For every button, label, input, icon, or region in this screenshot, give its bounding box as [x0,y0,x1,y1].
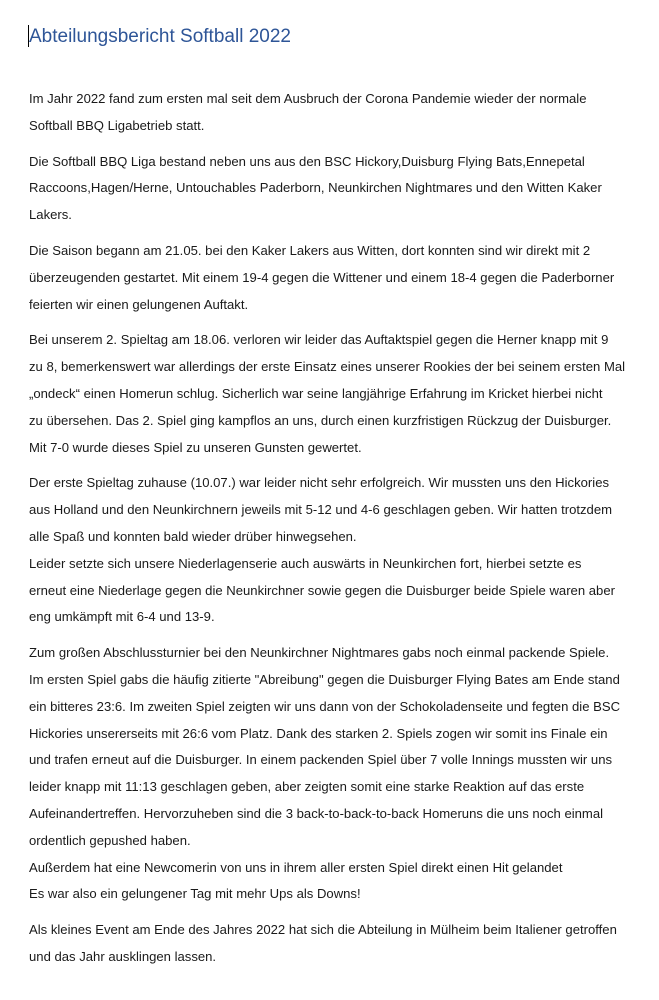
text-line: erneut eine Niederlage gegen die Neunkirchner sowie gegen die Duisburger beide Spiele waren aber [29,582,615,598]
text-line: eng umkämpft mit 6-4 und 13-9. [29,609,215,625]
text-line: aus Holland und den Neunkirchnern jeweils mit 5-12 und 4-6 geschlagen geben. Wir hatten trotzdem [29,502,613,518]
paragraph [29,470,641,631]
text-line: Im Jahr 2022 fand zum ersten mal seit dem Ausbruch der Corona Pandemie wieder der normale [29,91,587,106]
text-line: Außerdem hat eine Newcomerin von uns in ihrem aller ersten Spiel direkt einen Hit gelandet [29,859,563,875]
text-line: Es war also ein gelungener Tag mit mehr Ups als Downs! [29,886,361,902]
text-line: Der erste Spieltag zuhause (10.07.) war leider nicht sehr erfolgreich. Wir mussten uns den Hickories [29,475,610,491]
paragraph [29,86,641,140]
document-heading: Abteilungsbericht Softball 2022 [29,26,291,47]
paragraph [29,327,641,461]
text-line: zu übersehen. Das 2. Spiel ging kampflos an uns, durch einen kurzfristigen Rückzug der Duisburger. [29,412,612,428]
text-line: „ondeck“ einen Homerun schlug. Sicherlich war seine langjährige Erfahrung im Kricket hierbei nicht [29,385,603,401]
text-line: und trafen erneut auf die Duisburger. In einem packenden Spiel über 7 volle Innings mussten wir uns [29,752,613,768]
text-line: zu 8, bemerkenswert war allerdings der erste Einsatz eines unserer Rookies der bei seinem ersten Mal [29,359,626,375]
text-line: Zum großen Abschlussturnier bei den Neunkirchner Nightmares gabs noch einmal packende Spiele. [29,645,610,661]
text-line: ein bitteres 23:6. Im zweiten Spiel zeigten wir uns dann von der Schokoladenseite und fegten die BSC [29,698,621,714]
text-line: Aufeinandertreffen. Hervorzuheben sind die 3 back-to-back-to-back Homeruns die uns noch einmal [29,805,604,821]
text-line: überzeugenden gestartet. Mit einem 19-4 gegen die Wittener und einem 18-4 gegen die Paderborner [29,269,615,285]
text-line: Lakers. [29,207,72,223]
text-line: leider knapp mit 11:13 geschlagen geben, aber zeigten somit eine starke Reaktion auf das erste [29,779,585,795]
paragraph [29,917,641,971]
text-line: und das Jahr ausklingen lassen. [29,948,217,964]
paragraph [29,149,641,229]
paragraph [29,238,641,318]
text-line: Bei unserem 2. Spieltag am 18.06. verloren wir leider das Auftaktspiel gegen die Herner knapp mit 9 [29,332,609,348]
text-line: Die Softball BBQ Liga bestand neben uns aus den BSC Hickory,Duisburg Flying Bats,Ennepetal [29,153,585,169]
text-line: alle Spaß und konnten bald wieder drüber hinwegsehen. [29,528,357,544]
text-line: Als kleines Event am Ende des Jahres 2022 hat sich die Abteilung in Mülheim beim Italiener getroffen [29,922,617,938]
text-line: Raccoons,Hagen/Herne, Untouchables Paderborn, Neunkirchen Nightmares und den Witten Kaker [29,180,602,196]
text-line: Mit 7-0 wurde dieses Spiel zu unseren Gunsten gewertet. [29,439,362,455]
text-line: Softball BBQ Ligabetrieb statt. [29,117,205,133]
text-line: Im ersten Spiel gabs die häufig zitierte "Abreibung" gegen die Duisburger Flying Bates am Ende stand [29,671,620,687]
text-line: ordentlich gepushed haben. [29,832,191,848]
text-line: feierten wir einen gelungenen Auftakt. [29,296,249,312]
text-line: Die Saison begann am 21.05. bei den Kaker Lakers aus Witten, dort konnten sind wir direkt mit 2 [29,242,591,258]
paragraph [29,640,641,908]
text-line: Hickories unsererseits mit 26:6 vom Platz. Dank des starken 2. Spiels zogen wir somit ins Finale ein [29,725,608,741]
text-line: Leider setzte sich unsere Niederlagenserie auch auswärts in Neunkirchen fort, hierbei setzte es [29,555,582,571]
document-body[interactable] [29,86,641,980]
